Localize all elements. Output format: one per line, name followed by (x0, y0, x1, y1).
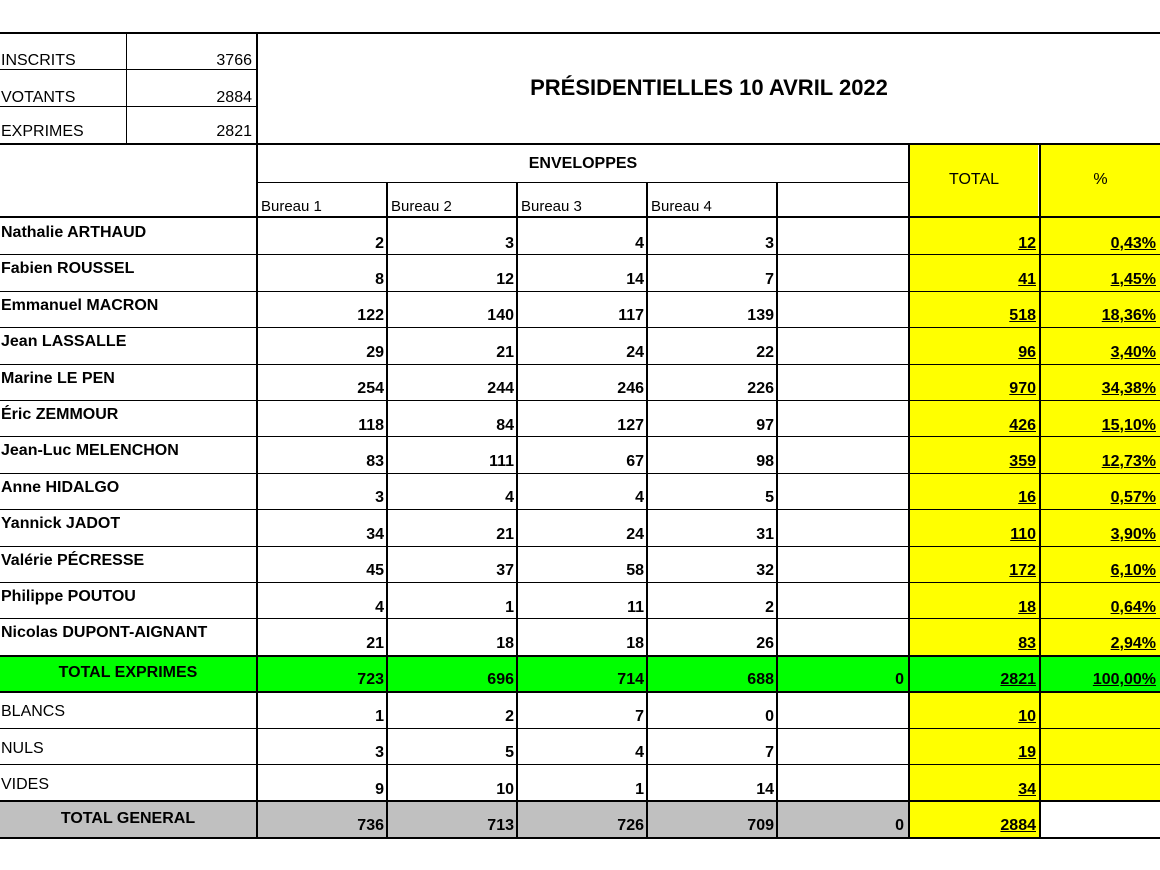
cell-pct: 34,38% (1041, 364, 1160, 401)
cell-b5: 0 (895, 671, 904, 689)
candidate-row (0, 291, 1160, 328)
cell-b2: 1 (505, 598, 514, 616)
cell-b3: 127 (617, 416, 644, 434)
cell-b4: 14 (756, 780, 774, 798)
cell-b4: 2 (765, 598, 774, 616)
cell-total: 10 (910, 691, 1040, 728)
grid-line (0, 800, 1160, 802)
row-label: Nathalie ARTHAUD (1, 224, 147, 241)
candidate-row (0, 436, 1160, 473)
page-title: PRÉSIDENTIELLES 10 AVRIL 2022 (530, 75, 888, 100)
grid-line (0, 546, 1160, 547)
row-label: TOTAL GENERAL (60, 809, 196, 827)
cell-b1: 118 (358, 416, 384, 434)
cell-b5 (778, 327, 908, 364)
candidate-row (0, 546, 1160, 583)
cell-b4: 32 (756, 562, 774, 580)
candidate-row (0, 509, 1160, 546)
cell-b5 (778, 509, 908, 546)
cell-b2: 713 (487, 816, 514, 834)
grid-line (256, 32, 258, 837)
cell-b2: 21 (496, 525, 514, 543)
cell-b3: 14 (626, 270, 644, 288)
results-sheet (0, 32, 1160, 840)
cell-b3: 11 (627, 598, 644, 616)
row-label: NULS (1, 739, 44, 757)
votants-value: 2884 (216, 89, 252, 106)
candidate-row (0, 473, 1160, 510)
cell-b3: 18 (626, 634, 644, 652)
grid-line (0, 509, 1160, 510)
cell-total: 18 (910, 582, 1040, 619)
row-label: BLANCS (1, 703, 66, 721)
cell-b2: 10 (496, 780, 514, 798)
grid-line (0, 473, 1160, 474)
cell-b2: 111 (489, 452, 514, 470)
cell-b5 (778, 436, 908, 473)
row-label: VIDES (1, 776, 50, 793)
total-general-row (0, 800, 1160, 837)
grid-line (0, 400, 1160, 401)
cell-b5 (778, 291, 908, 328)
grid-line (0, 254, 1160, 255)
cell-total: 34 (910, 764, 1040, 801)
bureau-4-header: Bureau 4 (651, 198, 712, 215)
cell-b5 (778, 582, 908, 619)
candidate-row (0, 582, 1160, 619)
grid-line (258, 182, 908, 183)
cell-b4: 5 (765, 489, 774, 507)
grid-line (0, 364, 1160, 365)
cell-b2: 5 (505, 744, 514, 762)
candidate-row (0, 618, 1160, 655)
cell-b1: 29 (366, 343, 384, 361)
cell-b1: 45 (366, 562, 384, 580)
cell-b2: 12 (496, 270, 514, 288)
candidate-row (0, 218, 1160, 255)
cell-b3: 4 (635, 489, 644, 507)
cell-b1: 2 (375, 234, 384, 252)
row-label: Marine LE PEN (1, 369, 115, 387)
grid-line (0, 32, 1160, 34)
row-label: Anne HIDALGO (1, 478, 120, 496)
bureau-1-header: Bureau 1 (261, 198, 322, 215)
percent-header: % (1041, 144, 1160, 216)
bureau-3-header: Bureau 3 (521, 198, 582, 215)
cell-b3: 24 (626, 525, 644, 543)
cell-b1: 122 (357, 307, 384, 325)
cell-b5 (778, 218, 908, 255)
cell-b1: 254 (357, 380, 384, 398)
cell-b3: 726 (617, 816, 644, 834)
bureau-2-header: Bureau 2 (391, 198, 452, 215)
cell-total: 2884 (910, 800, 1040, 837)
cell-b4: 139 (747, 307, 774, 325)
cell-b1: 9 (375, 780, 384, 798)
exprimes-value: 2821 (216, 123, 252, 140)
cell-pct: 3,90% (1041, 509, 1160, 546)
cell-b5 (778, 546, 908, 583)
cell-b2: 18 (496, 634, 514, 652)
grid-line (0, 436, 1160, 437)
cell-b5 (778, 400, 908, 437)
cell-b4: 709 (747, 816, 774, 834)
cell-pct: 100,00% (1092, 671, 1156, 689)
cell-b4: 226 (747, 380, 774, 398)
cell-total: 426 (910, 400, 1040, 437)
row-label: Valérie PÉCRESSE (1, 551, 145, 569)
cell-b2: 37 (496, 562, 514, 580)
grid-line (0, 764, 1160, 765)
cell-total: 172 (910, 546, 1040, 583)
grid-line (908, 144, 910, 837)
cell-b5: 0 (895, 816, 904, 834)
cell-pct (1041, 800, 1160, 837)
cell-b2: 140 (487, 307, 514, 325)
cell-b2: 244 (487, 380, 514, 398)
cell-pct: 12,73% (1041, 436, 1160, 473)
cell-b4: 22 (756, 343, 774, 361)
cell-b1: 34 (366, 525, 384, 543)
cell-b4: 98 (756, 452, 774, 470)
cell-b1: 736 (357, 816, 384, 834)
cell-b2: 696 (487, 671, 514, 689)
cell-b4: 26 (756, 634, 774, 652)
grid-line (0, 327, 1160, 328)
grid-line (0, 216, 1160, 218)
cell-b2: 4 (505, 489, 514, 507)
cell-b5 (778, 618, 908, 655)
cell-b5 (778, 364, 908, 401)
inscrits-value: 3766 (216, 52, 252, 69)
cell-total: 41 (910, 254, 1040, 291)
row-label: Nicolas DUPONT-AIGNANT (1, 624, 208, 642)
grid-line (0, 69, 256, 70)
cell-total: 12 (910, 218, 1040, 255)
grid-line (0, 143, 1160, 145)
other-row (0, 691, 1160, 728)
other-row (0, 728, 1160, 765)
candidate-row (0, 364, 1160, 401)
cell-b1: 21 (366, 634, 384, 652)
summary-votants (0, 73, 256, 110)
cell-b3: 67 (626, 452, 644, 470)
cell-pct: 0,43% (1041, 218, 1160, 255)
cell-b2: 21 (496, 343, 514, 361)
cell-b1: 8 (375, 270, 384, 288)
grid-line (0, 618, 1160, 619)
cell-pct: 1,45% (1041, 254, 1160, 291)
cell-pct: 0,64% (1041, 582, 1160, 619)
grid-line (126, 32, 127, 144)
cell-pct: 15,10% (1041, 400, 1160, 437)
cell-b3: 4 (635, 744, 644, 762)
grid-line (0, 728, 1160, 729)
row-label: Philippe POUTOU (1, 588, 136, 605)
cell-total: 19 (910, 728, 1040, 765)
cell-b4: 0 (765, 707, 774, 725)
cell-pct (1041, 764, 1160, 801)
cell-b4: 97 (756, 416, 774, 434)
cell-b2: 84 (496, 416, 514, 434)
row-label: Jean-Luc MELENCHON (1, 442, 179, 460)
cell-pct (1041, 728, 1160, 765)
cell-total: 110 (910, 509, 1040, 546)
cell-pct: 3,40% (1041, 327, 1160, 364)
grid-line (0, 291, 1160, 292)
grid-line (0, 691, 1160, 693)
cell-b5 (778, 254, 908, 291)
row-label: Jean LASSALLE (1, 333, 127, 351)
total-header: TOTAL (910, 144, 1038, 216)
cell-pct (1041, 691, 1160, 728)
row-label: Éric ZEMMOUR (1, 406, 119, 423)
cell-total: 83 (910, 618, 1040, 655)
row-label: Fabien ROUSSEL (1, 260, 135, 278)
summary-exprimes (0, 107, 256, 144)
cell-b5 (778, 764, 908, 801)
summary-inscrits (0, 36, 256, 73)
grid-line (1039, 144, 1041, 837)
grid-line (0, 837, 1160, 839)
row-label: Yannick JADOT (1, 515, 121, 533)
grid-line (0, 582, 1160, 583)
other-row (0, 764, 1160, 801)
cell-b5 (778, 473, 908, 510)
cell-b1: 83 (366, 452, 384, 470)
cell-b1: 3 (375, 489, 384, 507)
candidate-row (0, 327, 1160, 364)
grid-line (0, 655, 1160, 657)
candidate-row (0, 254, 1160, 291)
cell-total: 518 (910, 291, 1040, 328)
cell-b3: 1 (635, 780, 644, 798)
row-label: Emmanuel MACRON (1, 296, 159, 314)
inscrits-label: INSCRITS (1, 52, 76, 69)
cell-total: 16 (910, 473, 1040, 510)
grid-line (0, 106, 256, 107)
cell-total: 970 (910, 364, 1040, 401)
row-label: TOTAL EXPRIMES (58, 664, 198, 682)
cell-b3: 24 (626, 343, 644, 361)
votants-label: VOTANTS (1, 89, 76, 106)
candidate-row (0, 400, 1160, 437)
cell-b4: 688 (747, 671, 774, 689)
cell-total: 359 (910, 436, 1040, 473)
cell-b1: 3 (375, 744, 384, 762)
exprimes-label: EXPRIMES (1, 123, 84, 140)
cell-b3: 117 (618, 307, 644, 325)
cell-b3: 7 (635, 707, 644, 725)
cell-b1: 1 (375, 707, 384, 725)
cell-pct: 0,57% (1041, 473, 1160, 510)
cell-b1: 723 (357, 671, 384, 689)
total-exprimes-row (0, 655, 1160, 692)
cell-b4: 7 (765, 270, 774, 288)
cell-total: 2821 (1000, 671, 1036, 689)
cell-total: 96 (910, 327, 1040, 364)
cell-b4: 7 (765, 744, 774, 762)
cell-b4: 31 (756, 525, 774, 543)
cell-b3: 714 (617, 671, 644, 689)
cell-b3: 58 (626, 562, 644, 580)
enveloppes-header: ENVELOPPES (528, 155, 638, 172)
cell-b2: 2 (505, 707, 514, 725)
cell-b1: 4 (375, 598, 384, 616)
cell-b5 (778, 691, 908, 728)
cell-b3: 246 (617, 380, 644, 398)
cell-b4: 3 (765, 234, 774, 252)
cell-b2: 3 (505, 234, 514, 252)
cell-pct: 6,10% (1041, 546, 1160, 583)
cell-pct: 18,36% (1041, 291, 1160, 328)
cell-b3: 4 (635, 234, 644, 252)
cell-pct: 2,94% (1041, 618, 1160, 655)
cell-b5 (778, 728, 908, 765)
